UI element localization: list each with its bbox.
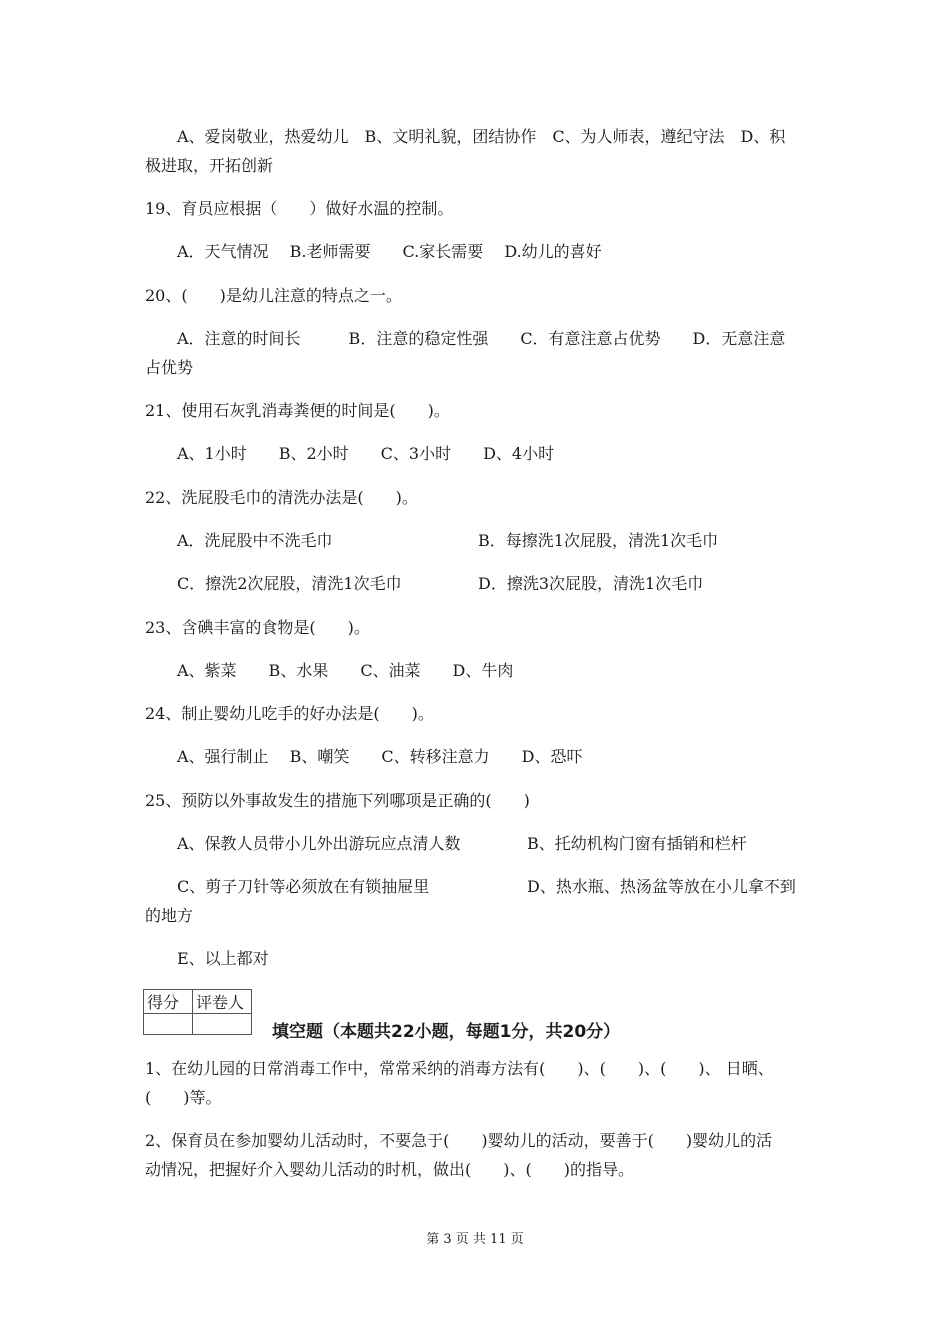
q25-stem: 25、预防以外事故发生的措施下列哪项是正确的( ) [145,791,530,810]
q22-option-b: B．每擦洗1次屁股，清洗1次毛巾 [478,531,719,550]
score-box [143,989,252,1035]
q20-options-line2: 占优势 [145,358,194,377]
q23-stem: 23、含碘丰富的食物是( )。 [145,618,370,637]
page-number-footer: 第 3 页 共 11 页 [426,1232,524,1247]
fill-q2-line1: 2、保育员在参加婴幼儿活动时，不要急于( )婴幼儿的活动，要善于( )婴幼儿的活 [145,1131,773,1150]
q24-stem: 24、制止婴幼儿吃手的好办法是( )。 [145,704,434,723]
q18-options-line1: A、爱岗敬业，热爱幼儿 B、文明礼貌，团结协作 C、为人师表，遵纪守法 D、积 [177,127,786,146]
score-label: 得分 [144,990,193,1014]
q24-options: A、强行制止 B、嘲笑 C、转移注意力 D、恐吓 [177,747,583,766]
q18-options-line2: 极进取，开拓创新 [145,156,274,175]
q21-stem: 21、使用石灰乳消毒粪便的时间是( )。 [145,401,450,420]
q22-stem: 22、洗屁股毛巾的清洗办法是( )。 [145,488,418,507]
grader-label: 评卷人 [193,990,252,1014]
q20-options-line1: A．注意的时间长 B．注意的稳定性强 C．有意注意占优势 D．无意注意 [177,329,786,348]
fill-q1-line2: ( )等。 [145,1088,222,1107]
q21-options: A、1小时 B、2小时 C、3小时 D、4小时 [177,444,555,463]
q25-option-c: C、剪子刀针等必须放在有锁抽屉里 [177,877,430,896]
q25-option-e: E、以上都对 [177,949,269,968]
fill-q1-line1: 1、在幼儿园的日常消毒工作中，常常采纳的消毒方法有( )、( )、( )、 日晒、 [145,1059,774,1078]
grader-cell [193,1014,252,1035]
q25-option-b: B、托幼机构门窗有插销和栏杆 [527,834,747,853]
q25-option-d-line2: 的地方 [145,906,194,925]
q25-option-d-line1: D、热水瓶、热汤盆等放在小儿拿不到 [527,877,796,896]
q19-options: A．天气情况 B.老师需要 C.家长需要 D.幼儿的喜好 [177,242,602,261]
fill-q2-line2: 动情况，把握好介入婴幼儿活动的时机，做出( )、( )的指导。 [145,1160,634,1179]
q20-stem: 20、( )是幼儿注意的特点之一。 [145,286,402,305]
q22-option-a: A．洗屁股中不洗毛巾 [177,531,333,550]
q19-stem: 19、育员应根据（ ）做好水温的控制。 [145,199,454,218]
section-title: 填空题（本题共22小题，每题1分，共20分） [272,1022,621,1042]
q22-option-d: D．擦洗3次屁股，清洗1次毛巾 [478,574,704,593]
score-cell [144,1014,193,1035]
q25-option-a: A、保教人员带小儿外出游玩应点清人数 [177,834,461,853]
q23-options: A、紫菜 B、水果 C、油菜 D、牛肉 [177,661,514,680]
q22-option-c: C．擦洗2次屁股，清洗1次毛巾 [177,574,402,593]
